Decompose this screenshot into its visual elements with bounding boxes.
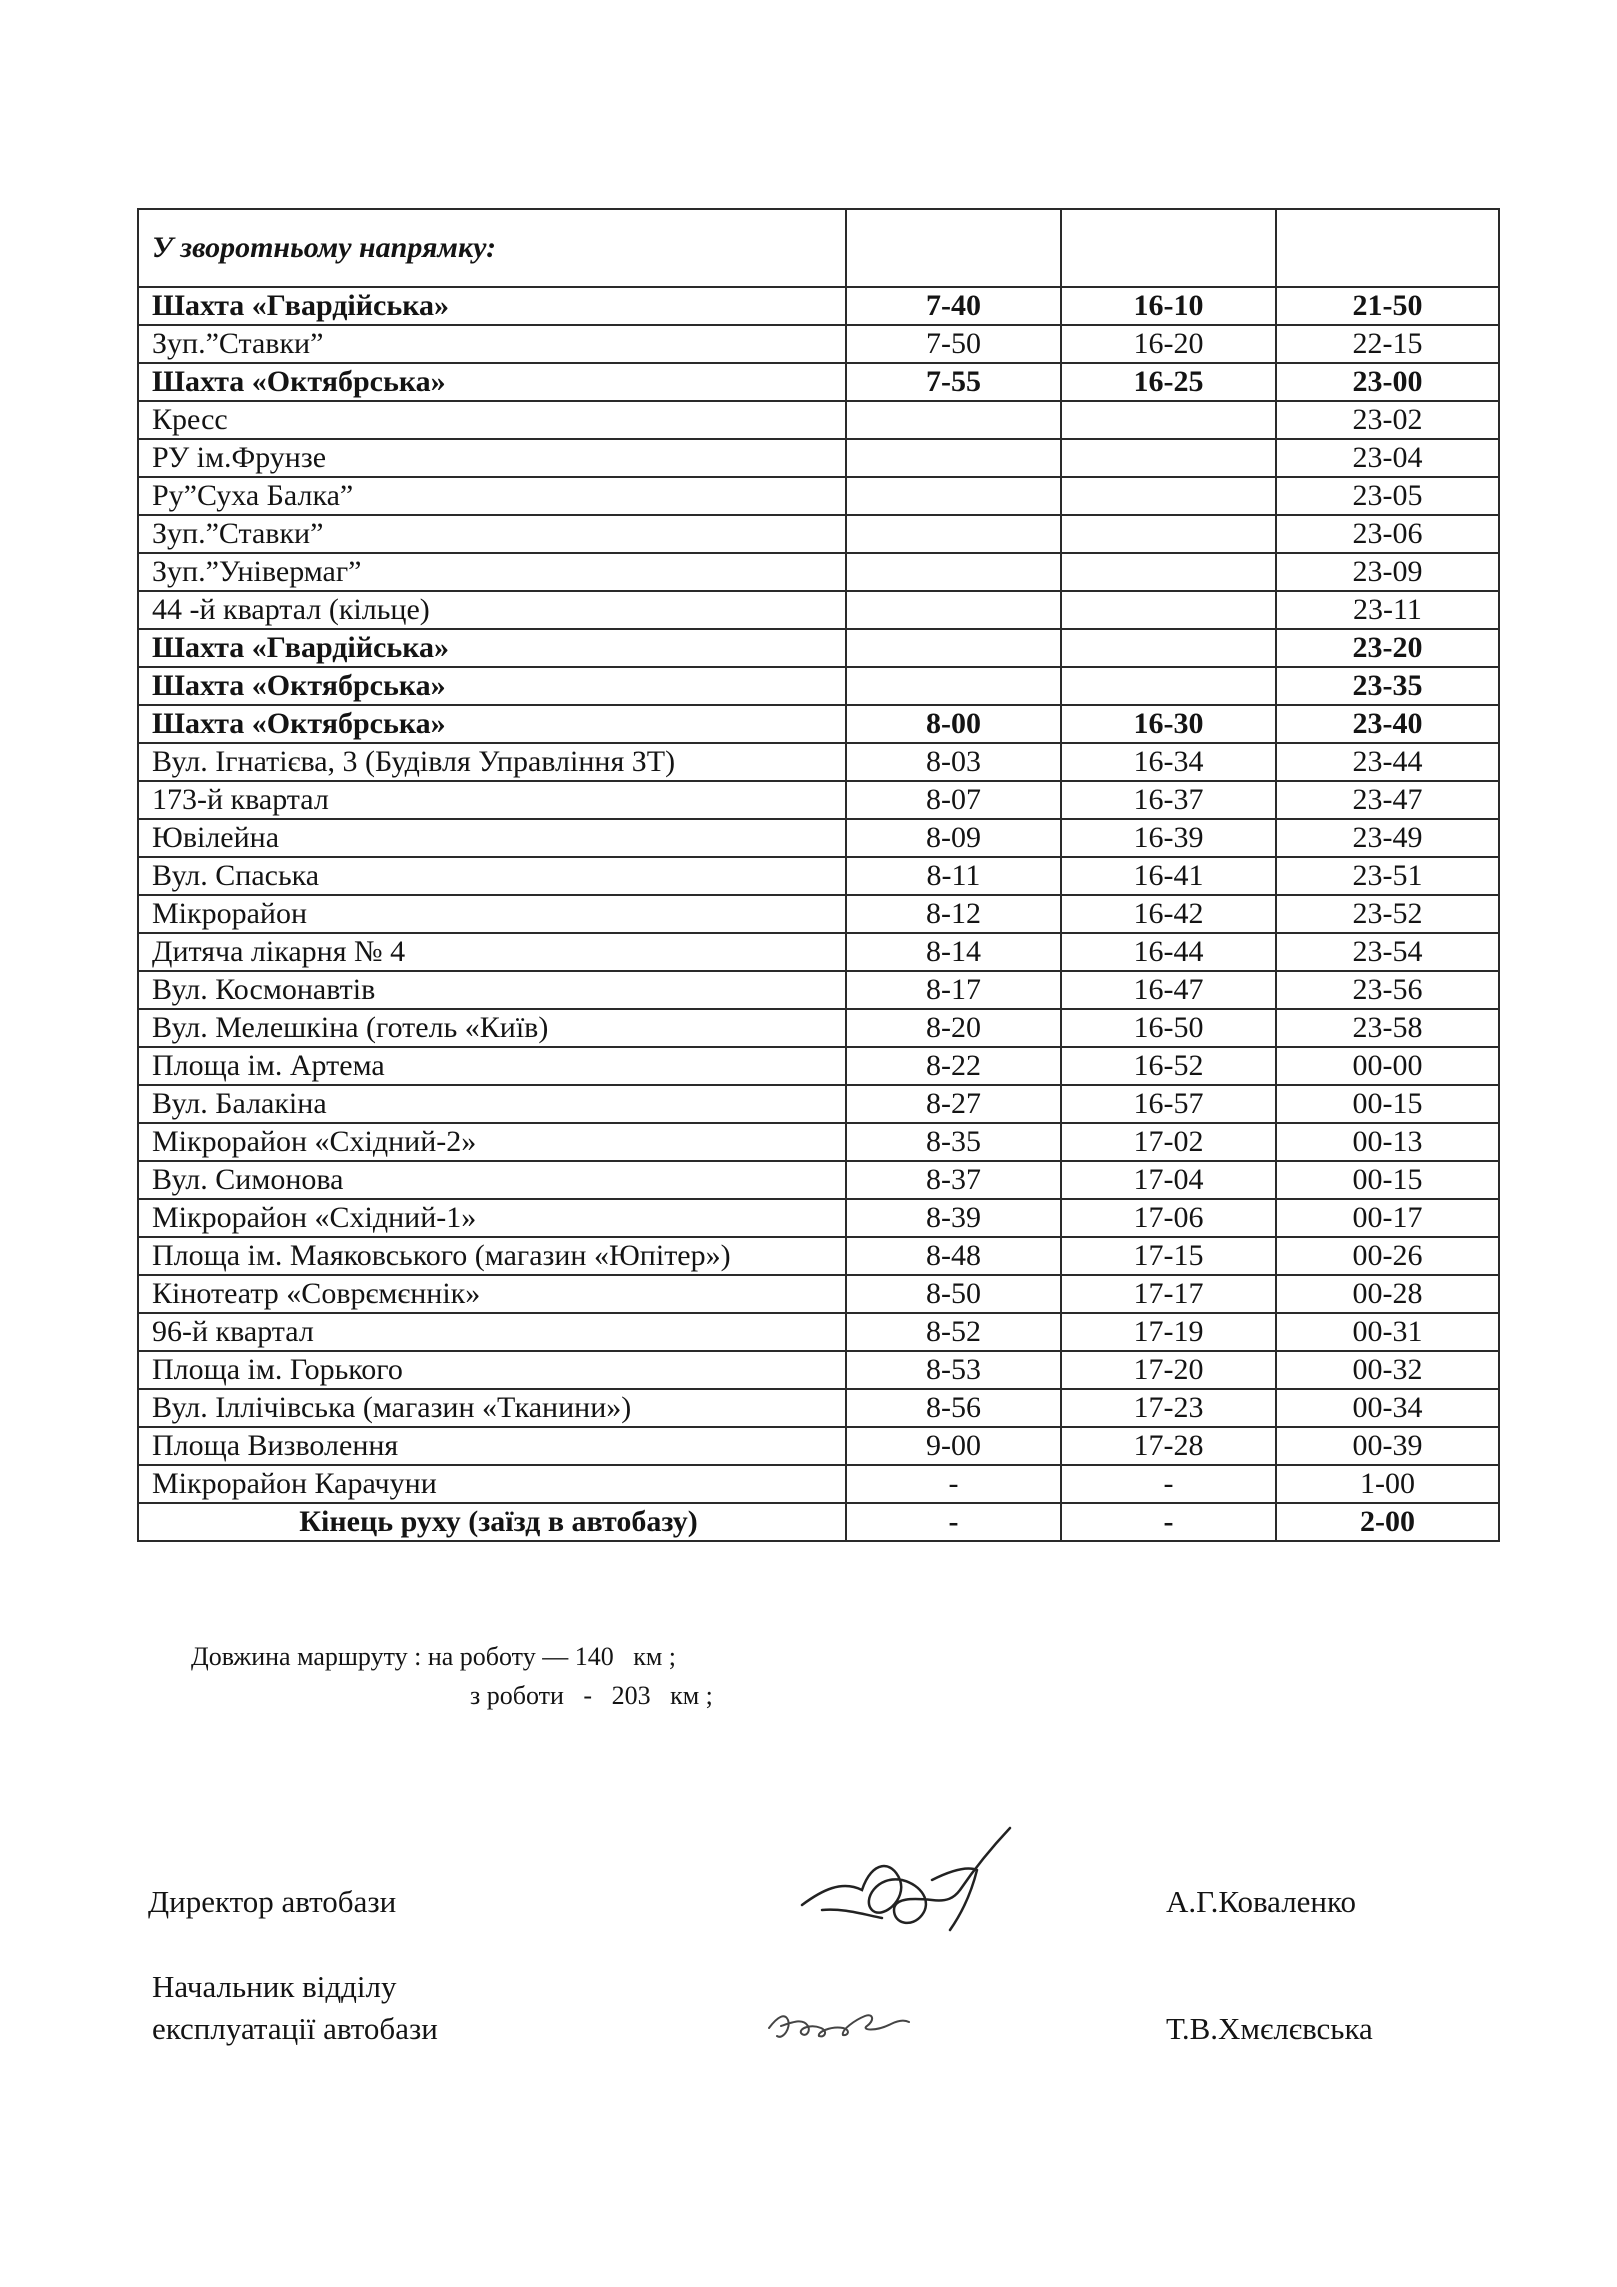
time-cell-2: 17-06 [1061,1199,1276,1237]
table-row [138,1009,1499,1047]
stop-name-cell: Вул. Мелешкіна (готель «Київ) [138,1009,846,1047]
table-row [138,439,1499,477]
time-cell-3: 23-49 [1276,819,1499,857]
time-cell-2 [1061,591,1276,629]
time-cell-3: 00-31 [1276,1313,1499,1351]
time-cell-3: 00-15 [1276,1161,1499,1199]
table-row [138,819,1499,857]
time-cell-1: 8-07 [846,781,1061,819]
time-cell-2: 16-37 [1061,781,1276,819]
stop-name-cell: Шахта «Гвардійська» [138,287,846,325]
time-cell-1 [846,553,1061,591]
time-cell-1: 7-55 [846,363,1061,401]
stop-name-cell: Площа ім. Горького [138,1351,846,1389]
time-cell-2 [1061,515,1276,553]
time-cell-2 [1061,629,1276,667]
table-row [138,1351,1499,1389]
time-cell-3: 23-40 [1276,705,1499,743]
stop-name-cell: Шахта «Октябрська» [138,705,846,743]
time-cell-3: 00-39 [1276,1427,1499,1465]
stop-name-cell: Дитяча лікарня № 4 [138,933,846,971]
time-cell-3: 1-00 [1276,1465,1499,1503]
time-cell-1: 8-11 [846,857,1061,895]
stop-name-cell: Кінець руху (заїзд в автобазу) [138,1503,846,1541]
time-cell-3: 23-54 [1276,933,1499,971]
time-cell-3: 21-50 [1276,287,1499,325]
route-length-to-work: Довжина маршруту : на роботу — 140 км ; [191,1642,676,1671]
time-cell-2: 16-20 [1061,325,1276,363]
time-cell-3: 00-28 [1276,1275,1499,1313]
time-cell-2: 16-47 [1061,971,1276,1009]
time-cell-1: 8-37 [846,1161,1061,1199]
time-cell-3: 00-13 [1276,1123,1499,1161]
stop-name-cell: Вул. Ігнатієва, 3 (Будівля Управління ЗТ) [138,743,846,781]
time-cell-1: - [846,1503,1061,1541]
time-cell-3: 23-09 [1276,553,1499,591]
stop-name-cell: Ювілейна [138,819,846,857]
time-cell-1: 7-50 [846,325,1061,363]
time-cell-2: 16-57 [1061,1085,1276,1123]
table-row [138,1427,1499,1465]
time-cell-2: 16-10 [1061,287,1276,325]
time-cell-2: 16-30 [1061,705,1276,743]
table-row [138,1503,1499,1541]
table-row [138,515,1499,553]
time-cell-1: 8-03 [846,743,1061,781]
stop-name-cell: 96-й квартал [138,1313,846,1351]
time-cell-2 [1061,553,1276,591]
head-position-line1: Начальник відділу [152,1969,397,2004]
time-cell-3: 00-26 [1276,1237,1499,1275]
time-cell-2: 17-19 [1061,1313,1276,1351]
time-cell-1: 7-40 [846,287,1061,325]
time-cell-1: 8-17 [846,971,1061,1009]
schedule-table [137,208,1500,1542]
stop-name-cell: Шахта «Октябрська» [138,363,846,401]
stop-name-cell: Площа Визволення [138,1427,846,1465]
time-cell-2: 16-25 [1061,363,1276,401]
stop-name-cell: Вул. Спаська [138,857,846,895]
stop-name-cell: Площа ім. Артема [138,1047,846,1085]
time-cell-2: 17-20 [1061,1351,1276,1389]
time-cell-2: 17-04 [1061,1161,1276,1199]
table-row [138,363,1499,401]
time-cell-3: 2-00 [1276,1503,1499,1541]
stop-name-cell: РУ ім.Фрунзе [138,439,846,477]
time-cell-3: 23-51 [1276,857,1499,895]
stop-name-cell: Вул. Космонавтів [138,971,846,1009]
table-row [138,857,1499,895]
time-cell-2: 16-50 [1061,1009,1276,1047]
time-cell-3: 23-00 [1276,363,1499,401]
table-row [138,781,1499,819]
head-position-line2: експлуатації автобази [152,2011,438,2046]
time-cell-3: 22-15 [1276,325,1499,363]
time-cell-1: 8-00 [846,705,1061,743]
table-row [138,667,1499,705]
time-cell-2: 17-28 [1061,1427,1276,1465]
time-cell-2: - [1061,1465,1276,1503]
time-cell-3: 23-04 [1276,439,1499,477]
time-cell-2: 16-44 [1061,933,1276,971]
time-cell-1 [846,667,1061,705]
table-row [138,895,1499,933]
time-cell-1 [846,401,1061,439]
time-cell-3: 23-05 [1276,477,1499,515]
header-cell [846,209,1061,287]
time-cell-3: 23-58 [1276,1009,1499,1047]
table-row [138,971,1499,1009]
time-cell-3: 00-34 [1276,1389,1499,1427]
time-cell-3: 23-11 [1276,591,1499,629]
table-row [138,1313,1499,1351]
time-cell-1: 8-27 [846,1085,1061,1123]
table-row [138,1161,1499,1199]
stop-name-cell: Ру”Суха Балка” [138,477,846,515]
time-cell-2: 16-39 [1061,819,1276,857]
route-length-from-work: з роботи - 203 км ; [470,1681,713,1710]
stop-name-cell: Площа ім. Маяковського (магазин «Юпітер») [138,1237,846,1275]
time-cell-3: 00-32 [1276,1351,1499,1389]
time-cell-3: 23-47 [1276,781,1499,819]
table-row [138,553,1499,591]
time-cell-2 [1061,667,1276,705]
stop-name-cell: Вул. Іллічівська (магазин «Тканини») [138,1389,846,1427]
time-cell-3: 23-20 [1276,629,1499,667]
table-header-row [138,209,1499,287]
table-row [138,325,1499,363]
stop-name-cell: Кінотеатр «Соврємєннік» [138,1275,846,1313]
time-cell-2: 16-42 [1061,895,1276,933]
table-row [138,1199,1499,1237]
time-cell-3: 23-52 [1276,895,1499,933]
time-cell-3: 23-35 [1276,667,1499,705]
table-row [138,1047,1499,1085]
time-cell-1: 8-14 [846,933,1061,971]
table-row [138,1123,1499,1161]
time-cell-1: 8-39 [846,1199,1061,1237]
table-row [138,1085,1499,1123]
header-cell [1276,209,1499,287]
table-row [138,705,1499,743]
time-cell-2: - [1061,1503,1276,1541]
stop-name-cell: Шахта «Октябрська» [138,667,846,705]
time-cell-1: 8-50 [846,1275,1061,1313]
time-cell-2 [1061,439,1276,477]
time-cell-1 [846,591,1061,629]
stop-name-cell: Шахта «Гвардійська» [138,629,846,667]
time-cell-2: 17-15 [1061,1237,1276,1275]
time-cell-1: - [846,1465,1061,1503]
stop-name-cell: Зуп.”Універмаг” [138,553,846,591]
head-signature-image [763,1998,913,2048]
time-cell-1 [846,477,1061,515]
table-row [138,1237,1499,1275]
time-cell-1: 8-53 [846,1351,1061,1389]
time-cell-2: 16-34 [1061,743,1276,781]
header-cell [1061,209,1276,287]
table-row [138,1465,1499,1503]
table-row [138,591,1499,629]
director-name: А.Г.Коваленко [1166,1884,1357,1919]
stop-name-cell: Зуп.”Ставки” [138,325,846,363]
time-cell-2 [1061,477,1276,515]
time-cell-3: 23-02 [1276,401,1499,439]
table-row [138,743,1499,781]
table-row [138,287,1499,325]
time-cell-3: 23-44 [1276,743,1499,781]
time-cell-1 [846,629,1061,667]
table-row [138,477,1499,515]
director-position: Директор автобази [148,1884,397,1919]
time-cell-1: 9-00 [846,1427,1061,1465]
table-row [138,401,1499,439]
time-cell-3: 00-15 [1276,1085,1499,1123]
stop-name-cell: 44 -й квартал (кільце) [138,591,846,629]
table-row [138,1389,1499,1427]
table-row [138,629,1499,667]
time-cell-2: 16-41 [1061,857,1276,895]
time-cell-1: 8-56 [846,1389,1061,1427]
time-cell-1: 8-09 [846,819,1061,857]
time-cell-2: 17-17 [1061,1275,1276,1313]
time-cell-1: 8-52 [846,1313,1061,1351]
time-cell-1: 8-22 [846,1047,1061,1085]
table-row [138,1275,1499,1313]
stop-name-cell: Мікрорайон «Східний-1» [138,1199,846,1237]
stop-name-cell: Зуп.”Ставки” [138,515,846,553]
time-cell-1: 8-35 [846,1123,1061,1161]
time-cell-2 [1061,401,1276,439]
time-cell-1: 8-20 [846,1009,1061,1047]
stop-name-cell: Мікрорайон Карачуни [138,1465,846,1503]
time-cell-1: 8-12 [846,895,1061,933]
table-row [138,933,1499,971]
stop-name-cell: Мікрорайон «Східний-2» [138,1123,846,1161]
time-cell-3: 23-06 [1276,515,1499,553]
time-cell-1: 8-48 [846,1237,1061,1275]
stop-name-cell: Мікрорайон [138,895,846,933]
stop-name-cell: Вул. Симонова [138,1161,846,1199]
section-title: У зворотньому напрямку: [138,209,846,287]
time-cell-1 [846,515,1061,553]
stop-name-cell: Вул. Балакіна [138,1085,846,1123]
time-cell-2: 17-02 [1061,1123,1276,1161]
time-cell-3: 23-56 [1276,971,1499,1009]
time-cell-3: 00-17 [1276,1199,1499,1237]
director-signature-image [782,1820,1022,1950]
stop-name-cell: 173-й квартал [138,781,846,819]
time-cell-1 [846,439,1061,477]
head-name: Т.В.Хмєлєвська [1166,2011,1373,2046]
time-cell-3: 00-00 [1276,1047,1499,1085]
stop-name-cell: Кресс [138,401,846,439]
time-cell-2: 17-23 [1061,1389,1276,1427]
time-cell-2: 16-52 [1061,1047,1276,1085]
